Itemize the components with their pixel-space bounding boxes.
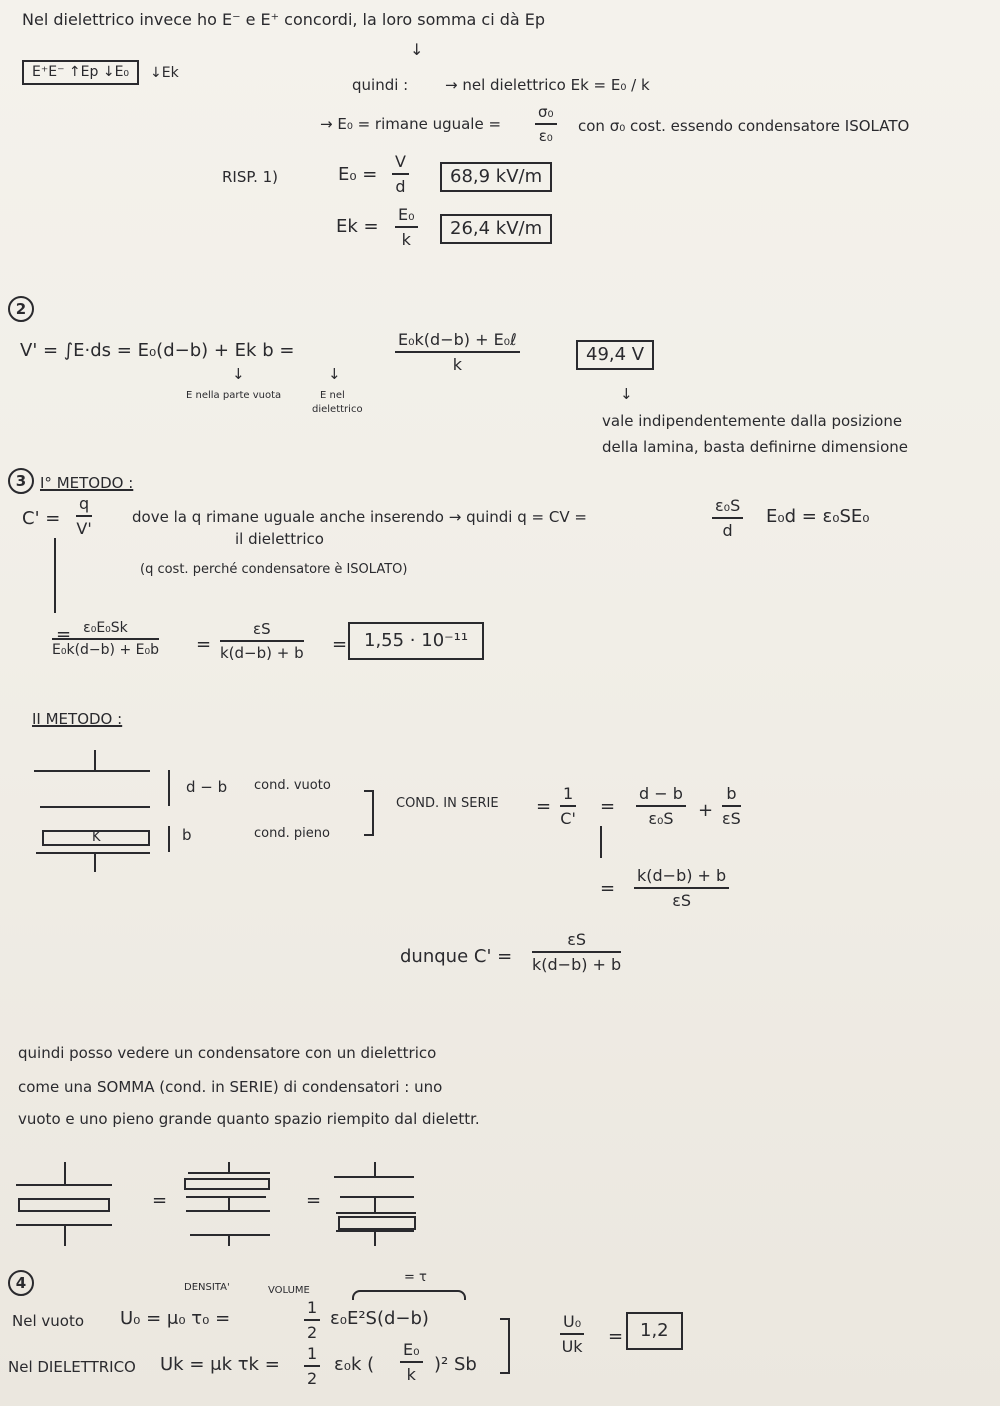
s-frac2: $\frac{d - b}{\text{ε₀S}}$ [636, 784, 686, 828]
s-eq: = [536, 796, 552, 817]
part3-value: 1,55 · 10⁻¹¹ [348, 622, 484, 660]
part2-fraction: E₀k(d−b) + E₀ℓ k [395, 330, 520, 374]
top-plate [34, 770, 150, 772]
c-fraction: $\frac{q}{V'}$ [76, 494, 92, 538]
middle-line [40, 806, 150, 808]
summary-line-3: vuoto e uno pieno grande quanto spazio riempito dal dielettr. [18, 1110, 480, 1128]
part3-number: 3 [8, 468, 34, 494]
sum-cap2-mid1 [186, 1196, 266, 1198]
sigma-fraction: $\frac{\text{σ₀}}{\text{ε₀}}$ [535, 103, 557, 145]
densita-note: DENSITA' [184, 1282, 230, 1293]
sum-cap3-mid1 [340, 1196, 414, 1198]
f2-fraction: $\frac{\varepsilon S}{k(d-b) + b}$ [220, 620, 304, 662]
cond-pieno: cond. pieno [254, 826, 330, 841]
sum-eq2: = [306, 1190, 322, 1211]
ratio-eq: = [608, 1326, 624, 1347]
dunque-fraction: $\frac{\varepsilon S}{k(d-b) + b}$ [532, 930, 622, 974]
sum-cap1-top [16, 1184, 112, 1186]
method1-title: I° METODO : [40, 474, 134, 492]
sum-cap1-slab [18, 1198, 110, 1212]
c-bracket-line [54, 538, 56, 613]
dim-arrow-b [168, 826, 170, 852]
summary-line-1: quindi posso vedere un condensatore con un dielettrico [18, 1044, 437, 1062]
plus-sign: + [698, 800, 714, 821]
part4-brace [500, 1318, 510, 1374]
s-eq3: = [600, 878, 616, 899]
e0-value: 68,9 kV/m [440, 162, 552, 192]
e0-lhs: E₀ = [338, 164, 378, 185]
vuoto-eq: U₀ = μ₀ τ₀ = [120, 1308, 231, 1329]
vuoto-half: $\frac{1}{2}$ [304, 1298, 320, 1342]
note-vuoto: E nella parte vuota [186, 390, 282, 401]
boxed-note: E⁺E⁻ ↑Ep ↓E₀ [22, 60, 139, 85]
part2-number: 2 [8, 296, 34, 322]
part2-value: 49,4 V [576, 340, 654, 370]
s-frac1-bar [600, 826, 602, 858]
arrow-diel: ↓ [328, 365, 341, 383]
diel-rhs-a: ε₀k ( [334, 1354, 375, 1375]
cond-vuoto: cond. vuoto [254, 778, 331, 793]
dunque-line: dunque C' = [400, 946, 513, 967]
dove-text: dove la q rimane uguale anche inserendo → quindi q = CV = [132, 508, 587, 526]
part4-number: 4 [8, 1270, 34, 1296]
part4-value: 1,2 [626, 1312, 683, 1350]
sigma-note: con σ₀ cost. essendo condensatore ISOLATO [578, 117, 910, 135]
dielettrico-word: il dielettrico [235, 530, 324, 548]
diel-label: Nel DIELETTRICO [8, 1358, 136, 1376]
s-frac1: $\frac{1}{C'}$ [560, 784, 576, 828]
eq3: = [332, 634, 348, 655]
dim-db: d − b [186, 778, 228, 796]
dim-arrow-db [168, 770, 170, 806]
sum-cap3-slab [338, 1216, 416, 1230]
q-tail: E₀d = ε₀SE₀ [766, 506, 870, 527]
q-const: (q cost. perché condensatore è ISOLATO) [140, 562, 408, 577]
intro-line: Nel dielettrico invece ho E⁻ e E⁺ concordi, la loro somma ci dà Ep [22, 10, 546, 29]
down-arrow: ↓ [410, 40, 424, 59]
risp1-label: RISP. 1) [222, 168, 279, 186]
bottom-lead [94, 852, 96, 872]
dim-b: b [182, 826, 192, 844]
note-diel-2: dielettrico [312, 404, 363, 415]
note-diel-1: E nel [320, 390, 345, 401]
diel-inner-fraction: $\frac{\text{E₀}}{k}$ [400, 1340, 423, 1384]
dielettrico-arrow: → nel dielettrico Ek = E₀ / k [445, 76, 650, 94]
sum-cap2-slab [184, 1178, 270, 1190]
sum-cap3-mid-lead [374, 1196, 376, 1212]
c-lhs: C' = [22, 508, 61, 529]
part2-arrow: ↓ [620, 385, 633, 403]
sum-cap1-bottom-lead [64, 1224, 66, 1246]
diel-half: $\frac{1}{2}$ [304, 1344, 320, 1388]
q-fraction: $\frac{\text{ε₀S}}{d}$ [712, 496, 743, 540]
f1-fraction: $\frac{\text{ε₀E₀Sk}}{\text{E₀k(d−b) + E₀b}}$ [52, 620, 159, 658]
summary-line-2: come una SOMMA (cond. in SERIE) di condensatori : uno [18, 1078, 443, 1096]
sum-cap2-bottom-lead [228, 1234, 230, 1246]
ek-fraction: $\frac{\text{E₀}}{k}$ [395, 205, 418, 249]
sum-eq1: = [152, 1190, 168, 1211]
ek-note: ↓Ek [150, 65, 179, 81]
diel-rhs-b: )² Sb [434, 1354, 477, 1375]
sum-cap2-mid2 [186, 1210, 270, 1212]
quindi-label: quindi : [352, 76, 409, 94]
serie-brace [364, 790, 374, 836]
eq2: = [196, 634, 212, 655]
tau-brace [352, 1290, 466, 1300]
vuoto-rhs: ε₀E²S(d−b) [330, 1308, 429, 1329]
sum-cap2-bottom [190, 1234, 270, 1236]
ek-lhs: Ek = [336, 216, 379, 237]
top-lead [94, 750, 96, 770]
e0-fraction: $\frac{V}{d}$ [392, 152, 409, 196]
ek-value: 26,4 kV/m [440, 214, 552, 244]
part2-conclusion-2: della lamina, basta definirne dimensione [602, 438, 908, 456]
sum-cap3-top [334, 1176, 414, 1178]
arrow-vuoto: ↓ [232, 365, 245, 383]
e0-arrow: → E₀ = rimane uguale = [320, 115, 502, 133]
sum-cap1-top-lead [64, 1162, 66, 1184]
s-frac3: $\frac{b}{\varepsilon S}$ [722, 784, 741, 828]
part2-equation: V' = ∫E·ds = E₀(d−b) + Ek b = [20, 340, 295, 361]
vuoto-label: Nel vuoto [12, 1312, 85, 1330]
eq-start: = [56, 624, 72, 645]
diel-eq: Uk = μk τk = [160, 1354, 280, 1375]
s-eq2: = [600, 796, 616, 817]
part2-conclusion-1: vale indipendentemente dalla posizione [602, 412, 903, 430]
bottom-plate [36, 852, 150, 854]
sum-cap2-top [188, 1172, 270, 1174]
k-label: K [92, 830, 101, 845]
method2-title: II METODO : [32, 710, 123, 728]
serie-label: COND. IN SERIE [396, 796, 499, 811]
sum-cap3-bottom-lead [374, 1230, 376, 1246]
tau-note: = τ [404, 1270, 427, 1285]
volume-note: VOLUME [268, 1285, 310, 1296]
s-frac4: $\frac{k(d-b) + b}{\varepsilon S}$ [634, 866, 729, 910]
sum-cap3-mid2 [336, 1212, 416, 1214]
sum-cap2-top-lead [228, 1162, 230, 1172]
sum-cap2-mid-lead [228, 1196, 230, 1210]
ratio-fraction: $\frac{\text{U₀}}{Uk}$ [561, 1312, 583, 1356]
sum-cap3-top-lead [374, 1162, 376, 1176]
